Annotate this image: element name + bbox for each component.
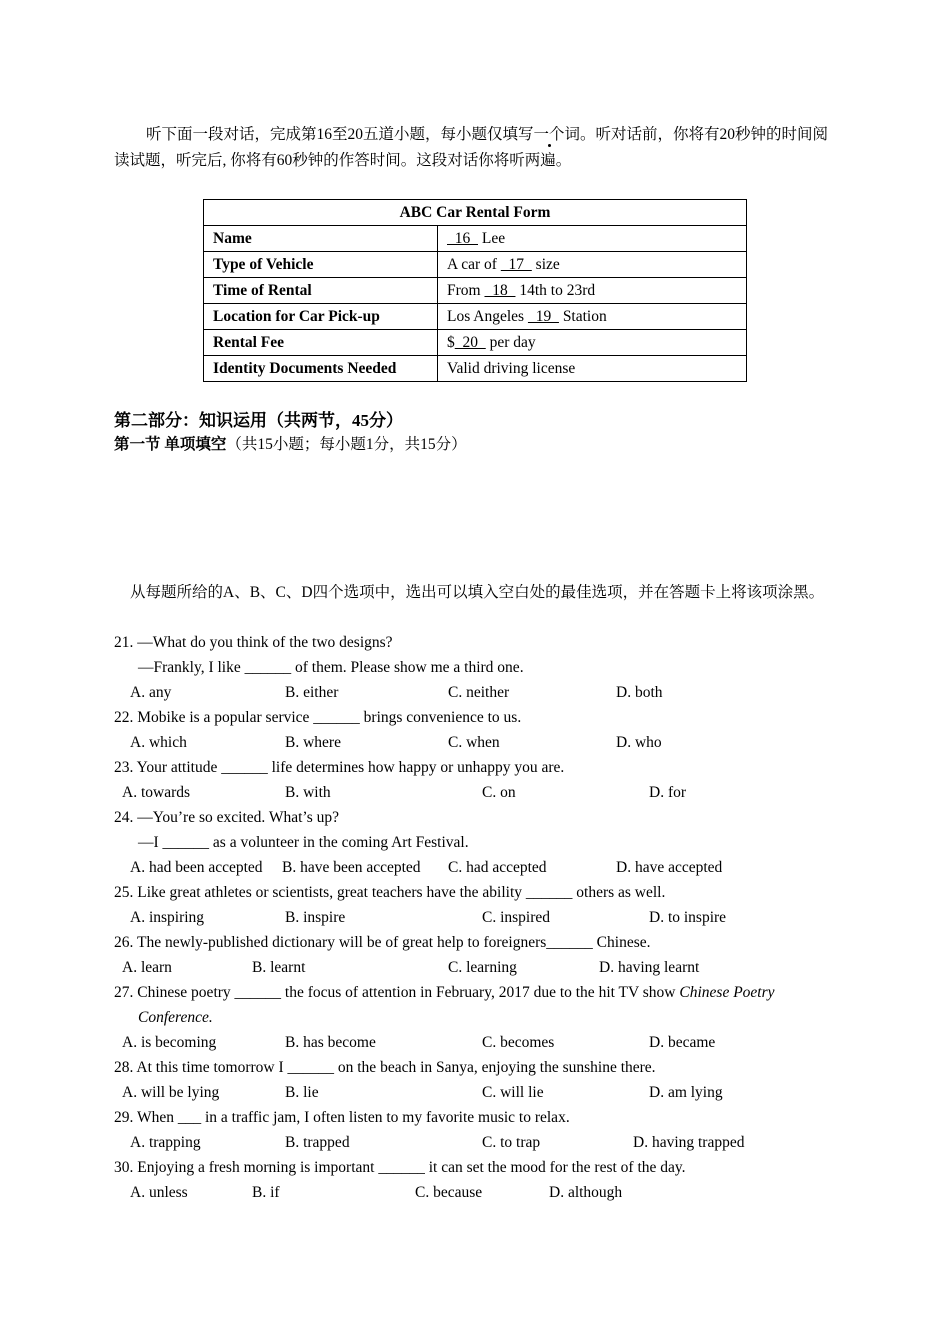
option-b: B. has become (285, 1034, 376, 1051)
show-title: Chinese Poetry (679, 984, 775, 1001)
option-c: C. neither (448, 684, 510, 701)
answer-blank: 20 (454, 333, 486, 351)
answer-blank: 18 (484, 281, 516, 299)
option-a: A. trapping (130, 1134, 201, 1151)
option-d: D. who (616, 734, 662, 751)
option-b: B. inspire (285, 909, 346, 926)
listening-instructions (114, 122, 838, 174)
option-c: C. inspired (482, 909, 551, 926)
option-a: A. which (130, 734, 187, 751)
row-label: Location for Car Pick-up (204, 304, 438, 330)
row-label: Identity Documents Needed (204, 356, 438, 382)
question-stem: 22. Mobike is a popular service ______ brings convenience to us. (114, 709, 522, 726)
car-rental-form (203, 199, 747, 382)
form-row (204, 356, 747, 382)
question-stem: 25. Like great athletes or scientists, great teachers have the ability ______ others as well. (114, 884, 666, 901)
option-a: A. learn (122, 959, 172, 976)
option-d: D. to inspire (649, 909, 727, 926)
subsection-title: 第一节 单项填空（共15小题；每小题1分，共15分） (114, 436, 467, 453)
form-row (204, 252, 747, 278)
question-stem: 23. Your attitude ______ life determines how happy or unhappy you are. (114, 759, 565, 776)
option-b: B. with (285, 784, 331, 801)
question-stem: 24. —You’re so excited. What’s up? (114, 809, 340, 826)
question-stem: 28. At this time tomorrow I ______ on the beach in Sanya, enjoying the sunshine there. (114, 1059, 656, 1076)
question-stem-cont: —I ______ as a volunteer in the coming Art Festival. (138, 834, 469, 851)
row-label: Type of Vehicle (204, 252, 438, 278)
option-b: B. learnt (252, 959, 306, 976)
option-c: C. to trap (482, 1134, 541, 1151)
option-c: C. learning (448, 959, 517, 976)
option-d: D. having trapped (633, 1134, 745, 1151)
option-c: C. because (415, 1184, 483, 1201)
intro-emphasis: 一个 (533, 126, 565, 143)
option-c: C. on (482, 784, 516, 801)
option-d: D. having learnt (599, 959, 700, 976)
option-a: A. any (130, 684, 172, 701)
option-a: A. had been accepted (130, 859, 263, 876)
option-b: B. where (285, 734, 341, 751)
option-a: A. is becoming (122, 1034, 217, 1051)
row-value: Los Angeles 19 Station (438, 304, 747, 330)
form-row (204, 226, 747, 252)
row-value: 16 Lee (438, 226, 747, 252)
row-value: A car of 17 size (438, 252, 747, 278)
section-instruction: 从每题所给的A、B、C、D四个选项中，选出可以填入空白处的最佳选项，并在答题卡上将该项涂黑。 (130, 584, 825, 601)
option-d: D. both (616, 684, 663, 701)
option-b: B. trapped (285, 1134, 350, 1151)
question-stem-cont: —Frankly, I like ______ of them. Please show me a third one. (138, 659, 524, 676)
question-stem: 26. The newly-published dictionary will be of great help to foreigners______ Chinese. (114, 934, 651, 951)
intro-text-2: 词。听对话前，你将有20秒钟的时间阅读试题，听完后, 你将有60秒钟的作答时间。这段对话你将听两遍。 (114, 126, 829, 169)
answer-blank: 16 (447, 229, 478, 247)
row-value: Valid driving license (438, 356, 747, 382)
form-title: ABC Car Rental Form (204, 200, 747, 226)
row-value: $ 20 per day (438, 330, 747, 356)
question-stem: 29. When ___ in a traffic jam, I often listen to my favorite music to relax. (114, 1109, 570, 1126)
option-c: C. had accepted (448, 859, 547, 876)
question-stem: 27. Chinese poetry ______ the focus of attention in February, 2017 due to the hit TV show Chinese Poetry (114, 984, 775, 1001)
option-c: C. when (448, 734, 500, 751)
question-stem: 21. —What do you think of the two designs? (114, 634, 393, 651)
row-label: Time of Rental (204, 278, 438, 304)
row-label: Rental Fee (204, 330, 438, 356)
option-b: B. have been accepted (282, 859, 421, 876)
answer-blank: 19 (527, 307, 559, 325)
row-label: Name (204, 226, 438, 252)
option-d: D. have accepted (616, 859, 723, 876)
form-row (204, 330, 747, 356)
row-value: From 18 14th to 23rd (438, 278, 747, 304)
form-row (204, 304, 747, 330)
option-a: A. towards (122, 784, 191, 801)
option-a: A. will be lying (122, 1084, 220, 1101)
form-row (204, 278, 747, 304)
option-b: B. either (285, 684, 339, 701)
question-stem-cont: Conference. (138, 1009, 213, 1026)
intro-text-1: 听下面一段对话，完成第16至20五道小题，每小题仅填写 (146, 126, 534, 143)
section-title: 第二部分：知识运用（共两节，45分） (114, 411, 403, 430)
option-b: B. lie (285, 1084, 319, 1101)
option-d: D. although (549, 1184, 623, 1201)
answer-blank: 17 (500, 255, 532, 273)
option-d: D. am lying (649, 1084, 723, 1101)
option-c: C. will lie (482, 1084, 544, 1101)
option-d: D. for (649, 784, 687, 801)
option-a: A. unless (130, 1184, 188, 1201)
option-c: C. becomes (482, 1034, 555, 1051)
question-stem: 30. Enjoying a fresh morning is important ______ it can set the mood for the rest of the day. (114, 1159, 686, 1176)
option-d: D. became (649, 1034, 716, 1051)
option-b: B. if (252, 1184, 280, 1201)
option-a: A. inspiring (130, 909, 205, 926)
